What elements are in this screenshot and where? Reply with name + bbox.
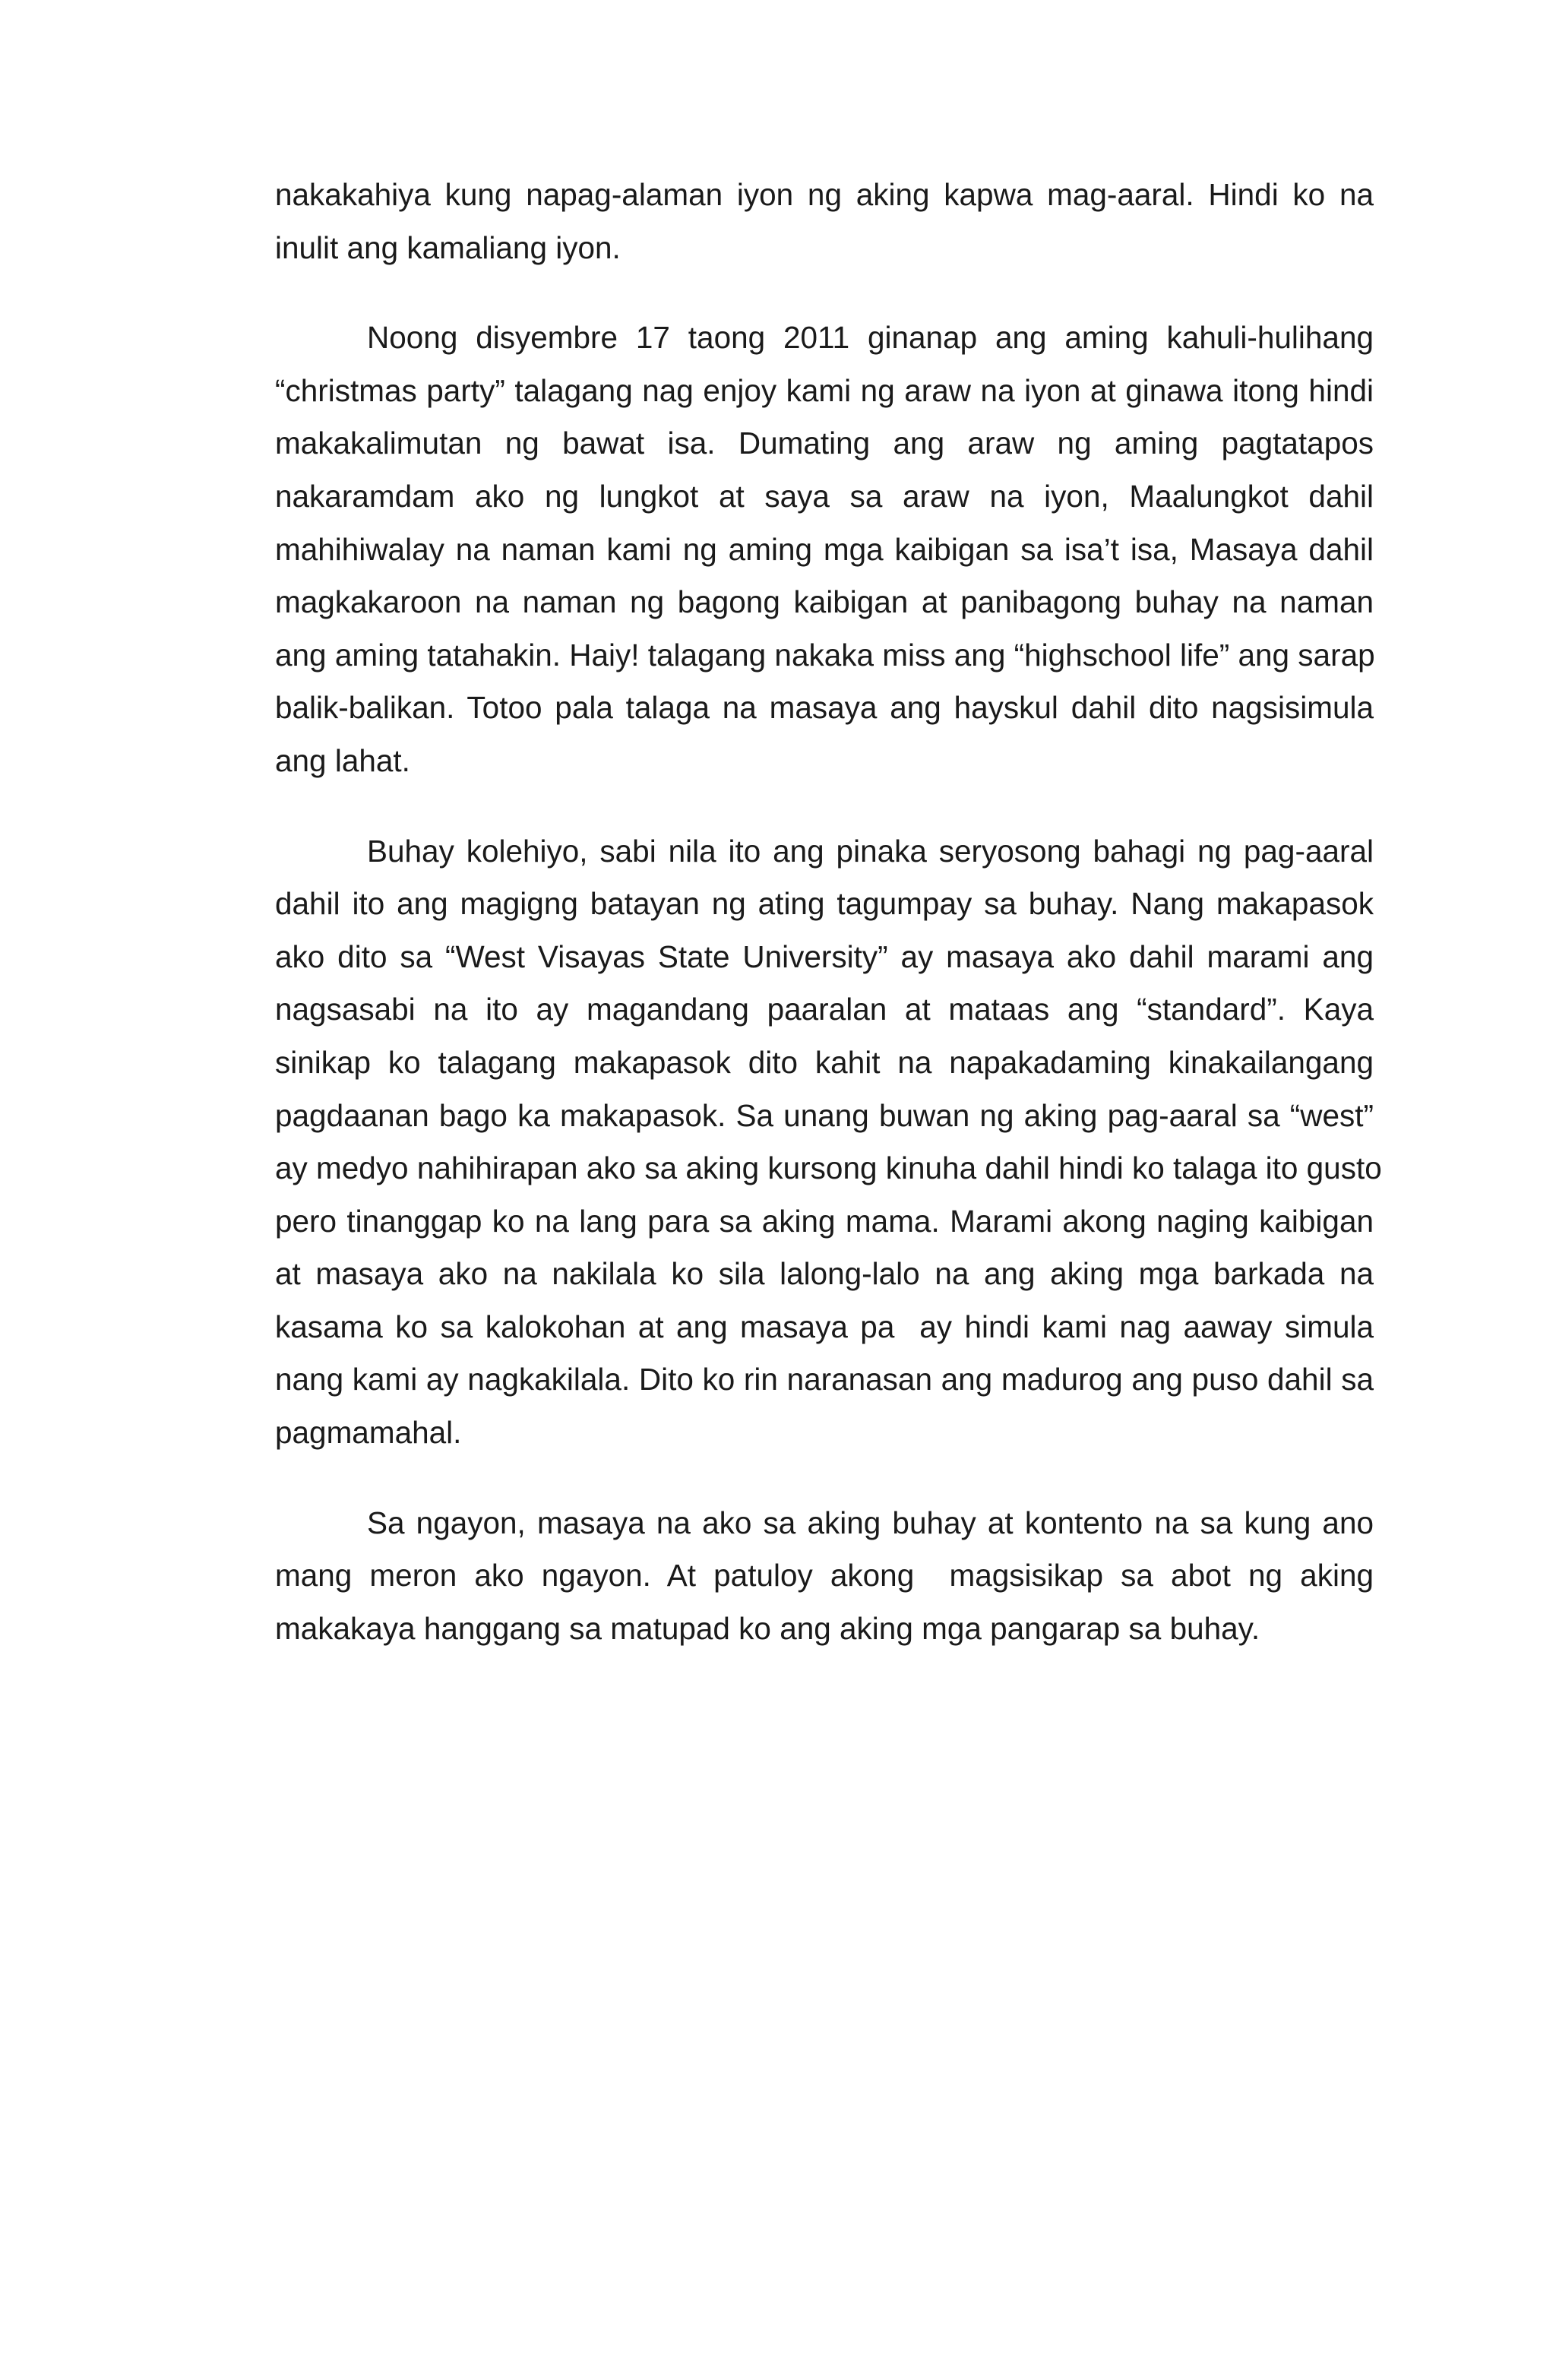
text-line: makakaya hanggang sa matupad ko ang aking mga pangarap sa buhay.: [275, 1610, 1260, 1646]
text-line: nang kami ay nagkakilala. Dito ko rin naranasan ang madurog ang puso dahil sa: [275, 1362, 1374, 1397]
text-line: at masaya ako na nakilala ko sila lalong-lalo na ang aking mga barkada na: [275, 1256, 1374, 1292]
paragraph-spacer: [275, 1460, 1374, 1497]
text-line: makakalimutan ng bawat isa. Dumating ang araw ng aming pagtatapos: [275, 426, 1374, 461]
text-line: pagmamahal.: [275, 1415, 462, 1451]
text-line: Noong disyembre 17 taong 2011 ginanap ang aming kahuli-hulihang: [367, 320, 1374, 356]
paragraph: [275, 825, 1382, 1460]
text-line: Buhay kolehiyo, sabi nila ito ang pinaka seryosong bahagi ng pag-aaral: [367, 833, 1374, 869]
text-line: ang lahat.: [275, 742, 410, 778]
text-line: Sa ngayon, masaya na ako sa aking buhay at kontento na sa kung ano: [367, 1505, 1374, 1540]
paragraph: [275, 169, 1374, 274]
text-line: mahihiwalay na naman kami ng aming mga kaibigan sa isa’t isa, Masaya dahil: [275, 531, 1374, 567]
paragraph: [275, 312, 1374, 787]
text-line: pero tinanggap ko na lang para sa aking mama. Marami akong naging kaibigan: [275, 1203, 1374, 1239]
text-line: pagdaanan bago ka makapasok. Sa unang buwan ng aking pag-aaral sa “west”: [275, 1097, 1374, 1133]
text-line: balik-balikan. Totoo pala talaga na masaya ang hayskul dahil dito nagsisimula: [275, 690, 1374, 726]
paragraph-spacer: [275, 788, 1374, 825]
text-line: magkakaroon na naman ng bagong kaibigan at panibagong buhay na naman: [275, 584, 1374, 620]
text-line: “christmas party” talagang nag enjoy kami ng araw na iyon at ginawa itong hindi: [275, 372, 1374, 408]
text-line: sinikap ko talagang makapasok dito kahit na napakadaming kinakailangang: [275, 1044, 1374, 1080]
text-line: nakakahiya kung napag-alaman iyon ng aking kapwa mag-aaral. Hindi ko na: [275, 177, 1374, 212]
text-line: nakaramdam ako ng lungkot at saya sa araw na iyon, Maalungkot dahil: [275, 478, 1374, 514]
text-line: dahil ito ang magigng batayan ng ating tagumpay sa buhay. Nang makapasok: [275, 886, 1374, 922]
text-line: nagsasabi na ito ay magandang paaralan at mataas ang “standard”. Kaya: [275, 992, 1374, 1027]
paragraph-spacer: [275, 274, 1374, 312]
text-line: kasama ko sa kalokohan at ang masaya pa ay hindi kami nag aaway simula: [275, 1309, 1374, 1344]
text-line: ang aming tatahakin. Haiy! talagang nakaka miss ang “highschool life” ang sarap: [275, 637, 1375, 673]
text-line: ako dito sa “West Visayas State University” ay masaya ako dahil marami ang: [275, 938, 1374, 974]
text-line: ay medyo nahihirapan ako sa aking kursong kinuha dahil hindi ko talaga ito gusto: [275, 1150, 1382, 1186]
text-line: mang meron ako ngayon. At patuloy akong magsisikap sa abot ng aking: [275, 1558, 1374, 1594]
text-line: inulit ang kamaliang iyon.: [275, 229, 621, 265]
paragraph: [275, 1497, 1374, 1656]
document-body: [275, 169, 1382, 1655]
